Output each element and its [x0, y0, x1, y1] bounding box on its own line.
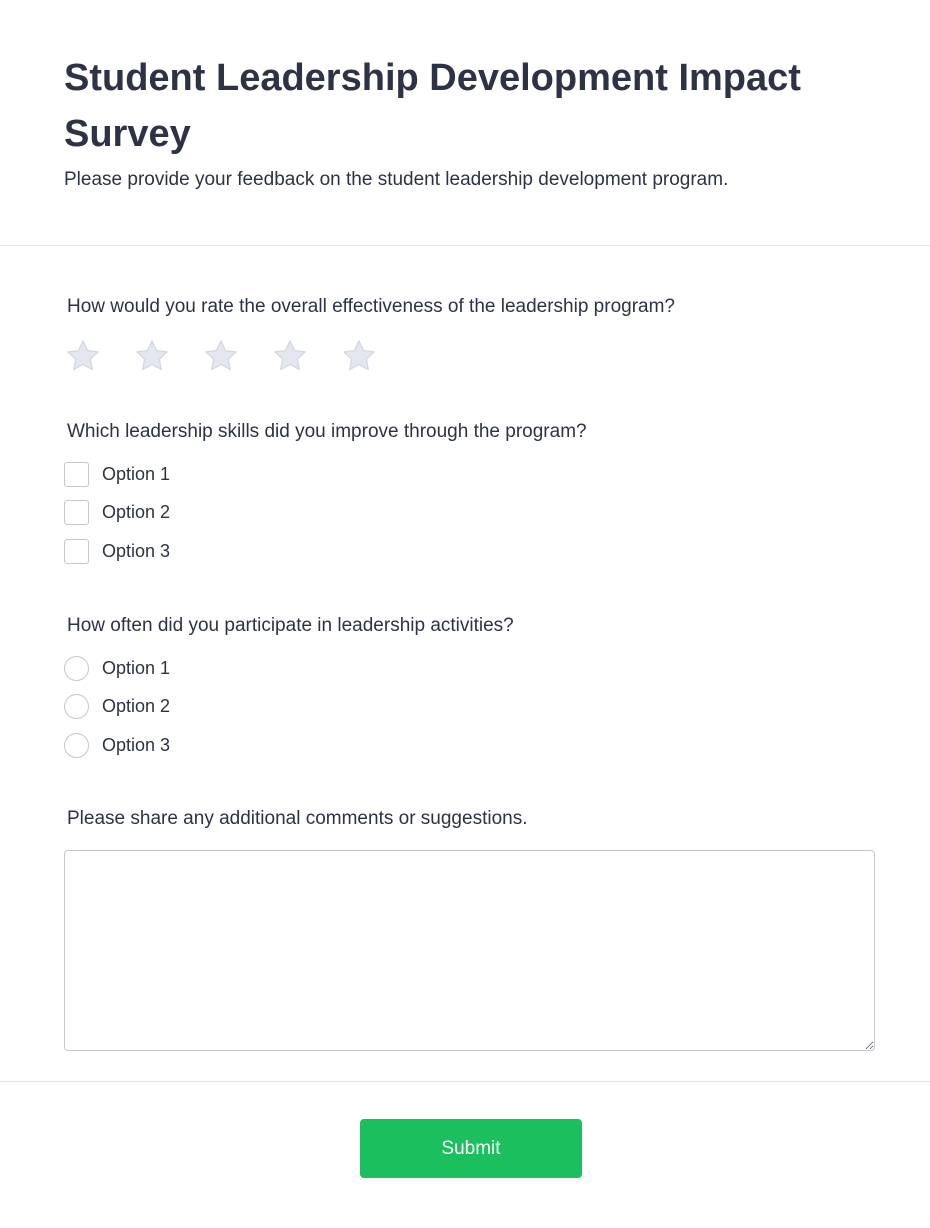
star-icon[interactable] — [202, 337, 240, 375]
page-subtitle: Please provide your feedback on the student leadership development program. — [64, 169, 729, 190]
header-divider — [0, 245, 930, 246]
skills-option-1[interactable] — [64, 462, 170, 487]
question-comments-label: Please share any additional comments or suggestions. — [67, 808, 528, 829]
star-icon[interactable] — [340, 337, 378, 375]
option-label: Option 1 — [102, 464, 171, 484]
radio[interactable] — [64, 694, 89, 719]
frequency-option-1[interactable] — [64, 656, 170, 681]
skills-option-3[interactable] — [64, 539, 170, 564]
frequency-option-2[interactable] — [64, 694, 170, 719]
page-title: Student Leadership Development Impact Survey — [64, 57, 801, 155]
frequency-option-3[interactable] — [64, 733, 170, 758]
option-label: Option 2 — [102, 502, 171, 522]
footer-divider — [0, 1081, 930, 1082]
question-frequency-label: How often did you participate in leadership activities? — [67, 615, 514, 636]
radio[interactable] — [64, 733, 89, 758]
checkbox[interactable] — [64, 462, 89, 487]
star-icon[interactable] — [64, 337, 102, 375]
skills-option-2[interactable] — [64, 500, 170, 525]
option-label: Option 1 — [102, 658, 171, 678]
option-label: Option 3 — [102, 735, 171, 755]
question-rating-label: How would you rate the overall effectiveness of the leadership program? — [67, 296, 675, 317]
option-label: Option 3 — [102, 541, 171, 561]
star-rating[interactable] — [64, 337, 378, 375]
question-skills-label: Which leadership skills did you improve through the program? — [67, 421, 587, 442]
star-icon[interactable] — [133, 337, 171, 375]
comments-textarea[interactable] — [64, 850, 875, 1051]
option-label: Option 2 — [102, 696, 171, 716]
checkbox[interactable] — [64, 500, 89, 525]
radio[interactable] — [64, 656, 89, 681]
checkbox[interactable] — [64, 539, 89, 564]
star-icon[interactable] — [271, 337, 309, 375]
submit-button[interactable]: Submit — [360, 1119, 582, 1178]
